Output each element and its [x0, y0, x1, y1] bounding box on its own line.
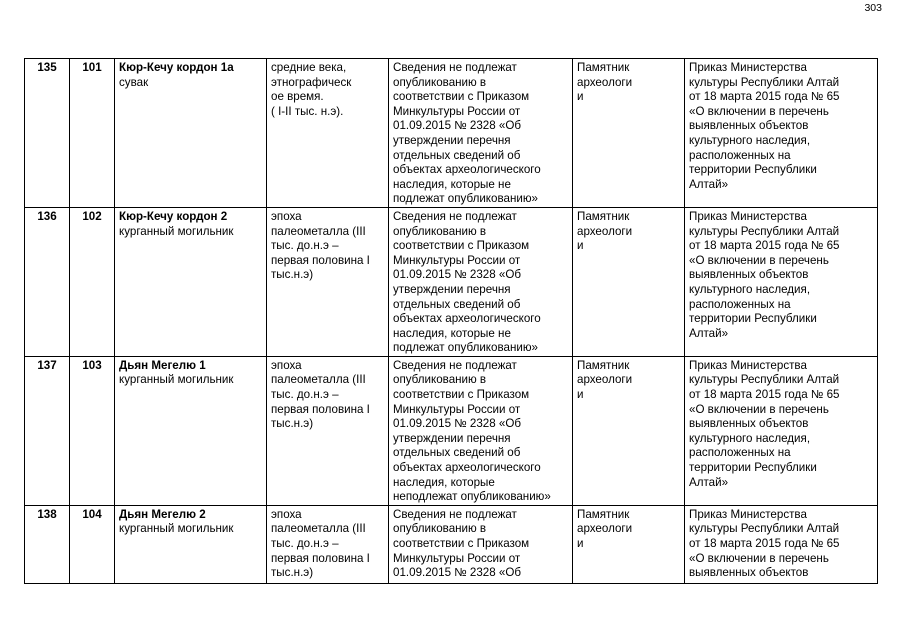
category-cell-line: археологи — [577, 373, 633, 387]
category-cell-line: и — [577, 239, 584, 253]
document-cell-line: территории Республики — [689, 312, 817, 326]
object-type: курганный могильник — [119, 373, 234, 387]
category-cell — [573, 207, 685, 356]
document-cell-line: Приказ Министерства — [689, 358, 807, 372]
category-cell-line: Памятник — [577, 358, 630, 372]
document-cell-line: выявленных объектов — [689, 119, 809, 133]
location-cell-line: объектах археологического — [393, 461, 541, 475]
document-cell-line: Приказ Министерства — [689, 61, 807, 74]
location-cell — [389, 356, 573, 505]
location-cell-line: 01.09.2015 № 2328 «Об — [393, 268, 522, 282]
dating-cell — [267, 356, 389, 505]
document-cell-line: от 18 марта 2015 года № 65 — [689, 388, 840, 402]
document-cell-line: «О включении в перечень — [689, 402, 829, 416]
location-cell-line: Минкультуры России от — [393, 551, 521, 565]
location-cell-line: Сведения не подлежат — [393, 209, 517, 223]
location-cell-line: отдельных сведений об — [393, 148, 521, 162]
dating-cell-line: первая половина I — [271, 551, 370, 565]
object-type: курганный могильник — [119, 224, 234, 238]
location-cell-line: опубликованию в — [393, 224, 487, 238]
document-cell-line: Приказ Министерства — [689, 209, 807, 223]
document-cell-line: Алтай» — [689, 326, 729, 340]
dating-cell-line: тыс.н.э) — [271, 268, 314, 282]
dating-cell-line: этнографическ — [271, 75, 352, 89]
category-cell-line: и — [577, 90, 584, 104]
object-name: Дьян Мегелю 1 — [119, 358, 206, 372]
dating-cell-line: ( I-II тыс. н.э). — [271, 104, 344, 118]
document-cell-line: расположенных на — [689, 446, 791, 460]
location-cell-line: опубликованию в — [393, 75, 487, 89]
heritage-objects-table — [24, 58, 878, 584]
object-name-cell — [115, 207, 267, 356]
document-cell-line: Алтай» — [689, 475, 729, 489]
table-row — [25, 207, 878, 356]
page-number: 303 — [864, 2, 882, 14]
document-cell — [685, 356, 878, 505]
location-cell-line: Сведения не подлежат — [393, 358, 517, 372]
category-cell-line: археологи — [577, 224, 633, 238]
dating-cell-line: тыс.н.э) — [271, 566, 314, 580]
document-cell-line: Приказ Министерства — [689, 507, 807, 521]
document-cell-line: «О включении в перечень — [689, 104, 829, 118]
object-name: Кюр-Кечу кордон 2 — [119, 209, 228, 223]
location-cell-line: 01.09.2015 № 2328 «Об — [393, 119, 522, 133]
object-name: Кюр-Кечу кордон 1а — [119, 61, 234, 74]
document-cell — [685, 207, 878, 356]
category-cell-line: археологи — [577, 75, 633, 89]
row-number: 136 — [25, 207, 70, 356]
object-name-cell — [115, 59, 267, 208]
location-cell-line: наследия, которые не — [393, 177, 511, 191]
location-cell-line: наследия, которые не — [393, 326, 511, 340]
table-row — [25, 505, 878, 583]
document-cell-line: выявленных объектов — [689, 417, 809, 431]
object-number: 102 — [70, 207, 115, 356]
location-cell-line: Сведения не подлежат — [393, 61, 517, 74]
document-cell-line: расположенных на — [689, 297, 791, 311]
location-cell-line: соответствии с Приказом — [393, 537, 530, 550]
document-cell-line: от 18 марта 2015 года № 65 — [689, 239, 840, 253]
document-cell-line: от 18 марта 2015 года № 65 — [689, 90, 840, 104]
location-cell-line: Минкультуры России от — [393, 104, 521, 118]
location-cell-line: утверждении перечня — [393, 133, 511, 147]
document-cell-line: культурного наследия, — [689, 282, 811, 296]
dating-cell — [267, 505, 389, 583]
document-cell-line: от 18 марта 2015 года № 65 — [689, 537, 840, 550]
location-cell-line: неподлежат опубликованию» — [393, 490, 551, 504]
object-number: 104 — [70, 505, 115, 583]
dating-cell-line: эпоха — [271, 209, 302, 223]
location-cell-line: опубликованию в — [393, 373, 487, 387]
object-number: 101 — [70, 59, 115, 208]
object-name-cell — [115, 356, 267, 505]
location-cell — [389, 59, 573, 208]
dating-cell-line: палеометалла (III — [271, 522, 366, 536]
document-cell-line: культуры Республики Алтай — [689, 224, 840, 238]
document-cell-line: культуры Республики Алтай — [689, 373, 840, 387]
object-type: сувак — [119, 75, 149, 89]
dating-cell-line: эпоха — [271, 358, 302, 372]
location-cell-line: Минкультуры России от — [393, 253, 521, 267]
location-cell-line: утверждении перечня — [393, 431, 511, 445]
document-cell-line: культуры Республики Алтай — [689, 75, 840, 89]
dating-cell-line: тыс. до.н.э – — [271, 388, 339, 402]
object-name-cell — [115, 505, 267, 583]
document-cell-line: культуры Республики Алтай — [689, 522, 840, 536]
location-cell-line: отдельных сведений об — [393, 297, 521, 311]
dating-cell-line: тыс.н.э) — [271, 417, 314, 431]
location-cell-line: утверждении перечня — [393, 282, 511, 296]
dating-cell-line: тыс. до.н.э – — [271, 239, 339, 253]
document-cell-line: культурного наследия, — [689, 133, 811, 147]
document-cell-line: расположенных на — [689, 148, 791, 162]
dating-cell-line: ое время. — [271, 90, 324, 104]
document-cell-line: выявленных объектов — [689, 566, 809, 580]
category-cell-line: Памятник — [577, 209, 630, 223]
dating-cell-line: первая половина I — [271, 253, 370, 267]
document-cell-line: «О включении в перечень — [689, 253, 829, 267]
category-cell-line: и — [577, 537, 584, 550]
dating-cell-line: средние века, — [271, 61, 347, 74]
location-cell-line: подлежат опубликованию» — [393, 341, 538, 355]
category-cell-line: Памятник — [577, 61, 630, 74]
location-cell-line: соответствии с Приказом — [393, 239, 530, 253]
category-cell-line: археологи — [577, 522, 633, 536]
location-cell-line: наследия, которые — [393, 475, 495, 489]
row-number: 135 — [25, 59, 70, 208]
document-cell — [685, 59, 878, 208]
category-cell-line: и — [577, 388, 584, 402]
dating-cell — [267, 207, 389, 356]
location-cell-line: объектах археологического — [393, 163, 541, 177]
document-cell-line: территории Республики — [689, 461, 817, 475]
location-cell-line: объектах археологического — [393, 312, 541, 326]
location-cell-line: опубликованию в — [393, 522, 487, 536]
location-cell-line: соответствии с Приказом — [393, 90, 530, 104]
object-name: Дьян Мегелю 2 — [119, 507, 206, 521]
object-number: 103 — [70, 356, 115, 505]
location-cell-line: отдельных сведений об — [393, 446, 521, 460]
document-cell — [685, 505, 878, 583]
dating-cell-line: эпоха — [271, 507, 302, 521]
dating-cell — [267, 59, 389, 208]
document-cell-line: культурного наследия, — [689, 431, 811, 445]
location-cell-line: подлежат опубликованию» — [393, 192, 538, 206]
category-cell — [573, 505, 685, 583]
dating-cell-line: палеометалла (III — [271, 373, 366, 387]
location-cell-line: Минкультуры России от — [393, 402, 521, 416]
dating-cell-line: палеометалла (III — [271, 224, 366, 238]
document-cell-line: выявленных объектов — [689, 268, 809, 282]
location-cell-line: соответствии с Приказом — [393, 388, 530, 402]
category-cell-line: Памятник — [577, 507, 630, 521]
object-type: курганный могильник — [119, 522, 234, 536]
row-number: 137 — [25, 356, 70, 505]
location-cell-line: 01.09.2015 № 2328 «Об — [393, 417, 522, 431]
table-row — [25, 59, 878, 208]
category-cell — [573, 59, 685, 208]
category-cell — [573, 356, 685, 505]
document-cell-line: Алтай» — [689, 177, 729, 191]
location-cell-line: 01.09.2015 № 2328 «Об — [393, 566, 522, 580]
location-cell — [389, 207, 573, 356]
dating-cell-line: первая половина I — [271, 402, 370, 416]
document-cell-line: «О включении в перечень — [689, 551, 829, 565]
location-cell — [389, 505, 573, 583]
dating-cell-line: тыс. до.н.э – — [271, 537, 339, 550]
location-cell-line: Сведения не подлежат — [393, 507, 517, 521]
document-cell-line: территории Республики — [689, 163, 817, 177]
table-body — [25, 59, 878, 584]
row-number: 138 — [25, 505, 70, 583]
table-row — [25, 356, 878, 505]
